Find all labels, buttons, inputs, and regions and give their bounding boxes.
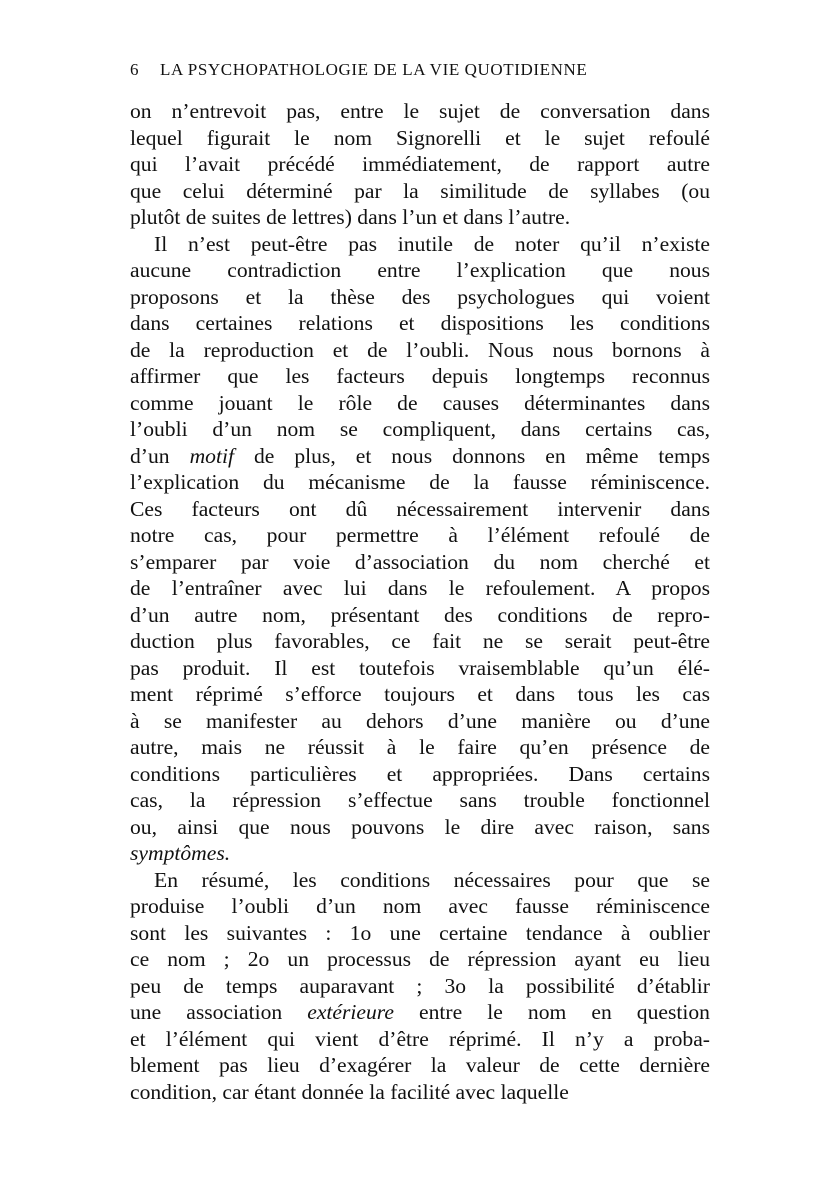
paragraph xyxy=(130,867,710,1106)
page-number: 6 xyxy=(130,60,140,79)
text-line: sont les suivantes : 1o une certaine tendance à oublier xyxy=(130,920,710,945)
text-line: dans certaines relations et dispositions les conditions xyxy=(130,311,710,335)
text-line: qui l’avait précédé immédiatement, de rapport autre xyxy=(130,152,710,176)
text-line: Il n’est peut-être pas inutile de noter qu’il n’existe xyxy=(154,231,710,256)
book-page xyxy=(130,58,710,1105)
paragraph xyxy=(130,231,710,867)
text-line: peu de temps auparavant ; 3o la possibilité d’établir xyxy=(130,973,710,998)
text-line: affirmer que les facteurs depuis longtemps reconnus xyxy=(130,364,710,388)
text-line: de l’entraîner avec lui dans le refoulement. A propos xyxy=(130,576,710,600)
text-line: notre cas, pour permettre à l’élément refoulé de xyxy=(130,523,710,547)
text-line: s’emparer par voie d’association du nom cherché et xyxy=(130,549,710,574)
text-line: d’un autre nom, présentant des conditions de repro- xyxy=(130,602,710,627)
text-line: blement pas lieu d’exagérer la valeur de cette dernière xyxy=(130,1053,710,1077)
text-line: proposons et la thèse des psychologues qui voient xyxy=(130,284,710,309)
text-line: que celui déterminé par la similitude de syllabes (ou xyxy=(130,178,710,203)
text-line: cas, la répression s’effectue sans trouble fonctionnel xyxy=(130,788,710,812)
text-line: ment réprimé s’efforce toujours et dans tous les cas xyxy=(130,682,710,706)
text-line: l’oubli d’un nom se compliquent, dans certains cas, xyxy=(130,417,710,441)
text-line: conditions particulières et appropriées. Dans certains xyxy=(130,761,710,786)
text-line: et l’élément qui vient d’être réprimé. Il n’y a proba- xyxy=(130,1026,710,1051)
text-line: comme jouant le rôle de causes déterminantes dans xyxy=(130,390,710,415)
text-line: duction plus favorables, ce fait ne se serait peut-être xyxy=(130,629,710,653)
text-line: ou, ainsi que nous pouvons le dire avec raison, sans xyxy=(130,814,710,839)
text-line: produise l’oubli d’un nom avec fausse réminiscence xyxy=(130,894,710,918)
text-line: symptômes. xyxy=(130,841,231,865)
paragraph xyxy=(130,98,710,231)
text-line: de la reproduction et de l’oubli. Nous nous bornons à xyxy=(130,337,710,362)
text-line: condition, car étant donnée la facilité avec laquelle xyxy=(130,1079,569,1104)
text-line: d’un motif de plus, et nous donnons en même temps xyxy=(130,443,710,468)
text-line: une association extérieure entre le nom en question xyxy=(130,1000,710,1024)
text-line: pas produit. Il est toutefois vraisemblable qu’un élé- xyxy=(130,655,710,680)
text-line: Ces facteurs ont dû nécessairement intervenir dans xyxy=(130,496,710,521)
text-line: En résumé, les conditions nécessaires pour que se xyxy=(154,867,710,892)
text-line: plutôt de suites de lettres) dans l’un et dans l’autre. xyxy=(130,205,571,229)
text-line: l’explication du mécanisme de la fausse réminiscence. xyxy=(130,470,710,494)
text-line: ce nom ; 2o un processus de répression ayant eu lieu xyxy=(130,947,710,971)
text-line: autre, mais ne réussit à le faire qu’en présence de xyxy=(130,735,710,759)
running-title: LA PSYCHOPATHOLOGIE DE LA VIE QUOTIDIENNE xyxy=(160,60,588,79)
text-line: à se manifester au dehors d’une manière ou d’une xyxy=(130,708,710,733)
body-text xyxy=(130,98,710,1105)
text-line: aucune contradiction entre l’explication que nous xyxy=(130,258,710,282)
running-head xyxy=(130,58,710,82)
text-line: lequel figurait le nom Signorelli et le sujet refoulé xyxy=(130,125,710,150)
text-line: on n’entrevoit pas, entre le sujet de conversation dans xyxy=(130,99,710,123)
